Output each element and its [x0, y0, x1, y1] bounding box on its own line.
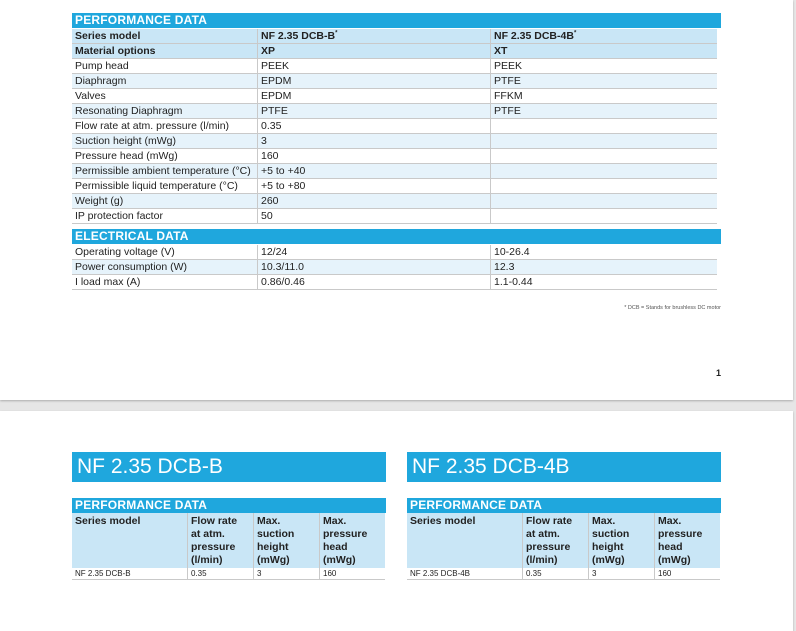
- pressure-head-header: Max. pressure head (mWg): [655, 513, 721, 568]
- flow-value: 0.35: [188, 568, 254, 580]
- card-performance-heading: PERFORMANCE DATA: [407, 498, 721, 513]
- flow-rate-header: Flow rate at atm. pressure (l/min): [523, 513, 589, 568]
- row-label: Power consumption (W): [72, 260, 258, 275]
- row-value-2: [491, 164, 718, 179]
- model-1-header: NF 2.35 DCB-B*: [258, 29, 491, 44]
- row-label: Permissible ambient temperature (°C): [72, 164, 258, 179]
- row-value-1: PTFE: [258, 104, 491, 119]
- row-value-1: EPDM: [258, 89, 491, 104]
- row-value-2: PEEK: [491, 59, 718, 74]
- product-title: NF 2.35 DCB-4B: [407, 452, 721, 482]
- table-row: [72, 149, 717, 164]
- row-label: Suction height (mWg): [72, 134, 258, 149]
- row-value-1: 10.3/11.0: [258, 260, 491, 275]
- head-value: 160: [655, 568, 721, 580]
- table-row: [72, 164, 717, 179]
- row-value-2: 1.1-0.44: [491, 275, 718, 290]
- suction-header: Max. suction height (mWg): [254, 513, 320, 568]
- performance-table: [72, 29, 717, 224]
- card-performance-table: [407, 513, 720, 580]
- pressure-head-header: Max. pressure head (mWg): [320, 513, 386, 568]
- row-value-2: 10-26.4: [491, 245, 718, 260]
- row-value-2: [491, 209, 718, 224]
- table-row: [72, 209, 717, 224]
- document-page-2: [0, 411, 793, 631]
- electrical-table: [72, 245, 717, 290]
- row-label: Flow rate at atm. pressure (l/min): [72, 119, 258, 134]
- row-label: Permissible liquid temperature (°C): [72, 179, 258, 194]
- electrical-data-heading: ELECTRICAL DATA: [72, 229, 721, 244]
- row-label: Resonating Diaphragm: [72, 104, 258, 119]
- series-model-label: Series model: [72, 29, 258, 44]
- table-row: [72, 179, 717, 194]
- row-value-1: EPDM: [258, 74, 491, 89]
- row-value-2: 12.3: [491, 260, 718, 275]
- row-label: Pressure head (mWg): [72, 149, 258, 164]
- product-title: NF 2.35 DCB-B: [72, 452, 386, 482]
- table-row: [72, 104, 717, 119]
- suction-value: 3: [254, 568, 320, 580]
- head-value: 160: [320, 568, 386, 580]
- row-value-1: 12/24: [258, 245, 491, 260]
- material-1: XP: [258, 44, 491, 59]
- flow-value: 0.35: [523, 568, 589, 580]
- model-value: NF 2.35 DCB-4B: [407, 568, 523, 580]
- table-row: [72, 568, 385, 580]
- row-value-1: 0.35: [258, 119, 491, 134]
- material-2: XT: [491, 44, 718, 59]
- model-value: NF 2.35 DCB-B: [72, 568, 188, 580]
- row-value-1: PEEK: [258, 59, 491, 74]
- table-row: [72, 59, 717, 74]
- table-row: [72, 119, 717, 134]
- row-value-2: [491, 149, 718, 164]
- row-label: IP protection factor: [72, 209, 258, 224]
- row-value-2: [491, 194, 718, 209]
- table-row: [72, 245, 717, 260]
- table-row: [72, 275, 717, 290]
- card-performance-heading: PERFORMANCE DATA: [72, 498, 386, 513]
- row-value-1: 3: [258, 134, 491, 149]
- table-row: [407, 568, 720, 580]
- row-label: I load max (A): [72, 275, 258, 290]
- row-value-2: [491, 179, 718, 194]
- series-model-label: Series model: [407, 513, 523, 568]
- row-value-1: 0.86/0.46: [258, 275, 491, 290]
- row-value-2: FFKM: [491, 89, 718, 104]
- material-options-label: Material options: [72, 44, 258, 59]
- row-value-2: [491, 134, 718, 149]
- series-model-row: [72, 29, 717, 44]
- table-row: [72, 194, 717, 209]
- row-label: Diaphragm: [72, 74, 258, 89]
- row-value-1: +5 to +80: [258, 179, 491, 194]
- suction-value: 3: [589, 568, 655, 580]
- footnote: * DCB = Stands for brushless DC motor: [624, 305, 721, 311]
- row-label: Valves: [72, 89, 258, 104]
- row-value-1: 260: [258, 194, 491, 209]
- row-value-2: [491, 119, 718, 134]
- row-value-2: PTFE: [491, 74, 718, 89]
- material-options-row: [72, 44, 717, 59]
- row-label: Weight (g): [72, 194, 258, 209]
- table-row: [72, 260, 717, 275]
- model-2-header: NF 2.35 DCB-4B*: [491, 29, 718, 44]
- card-header-row: [407, 513, 720, 568]
- table-row: [72, 134, 717, 149]
- row-label: Operating voltage (V): [72, 245, 258, 260]
- suction-header: Max. suction height (mWg): [589, 513, 655, 568]
- row-value-1: 50: [258, 209, 491, 224]
- page-number: 1: [715, 368, 721, 378]
- flow-rate-header: Flow rate at atm. pressure (l/min): [188, 513, 254, 568]
- row-value-1: 160: [258, 149, 491, 164]
- performance-data-heading: PERFORMANCE DATA: [72, 13, 721, 28]
- row-label: Pump head: [72, 59, 258, 74]
- table-row: [72, 74, 717, 89]
- table-row: [72, 89, 717, 104]
- row-value-1: +5 to +40: [258, 164, 491, 179]
- card-header-row: [72, 513, 385, 568]
- row-value-2: PTFE: [491, 104, 718, 119]
- card-performance-table: [72, 513, 385, 580]
- series-model-label: Series model: [72, 513, 188, 568]
